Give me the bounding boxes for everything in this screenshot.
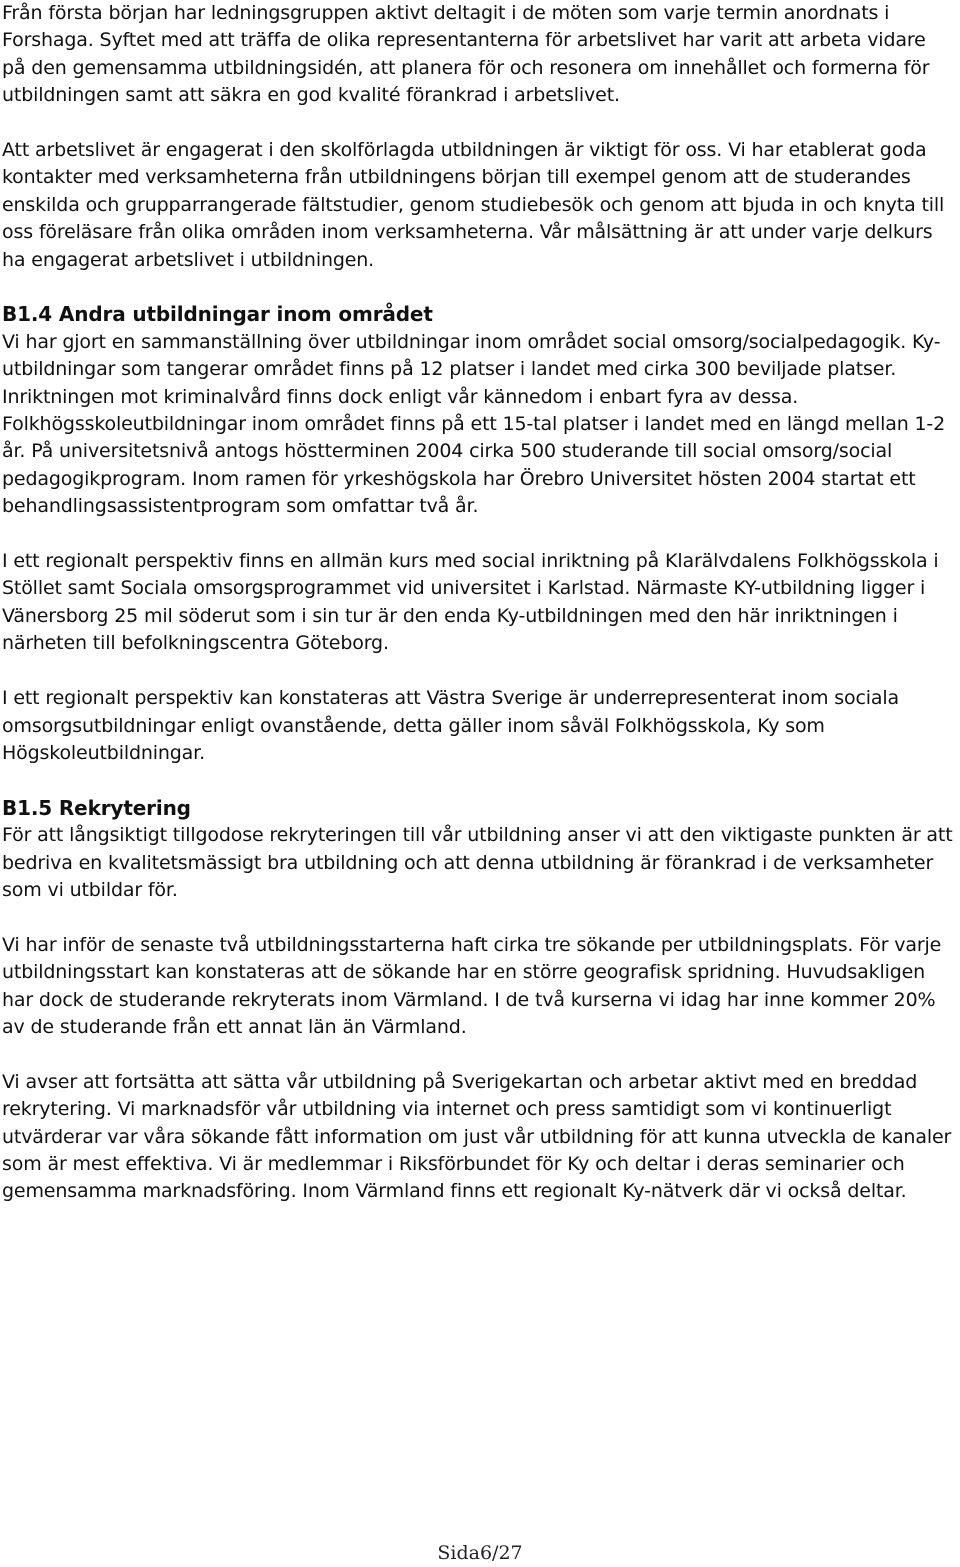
paragraph-rekrytering-sokande: Vi har inför de senaste två utbildningsstarterna haft cirka tre sökande per utbildningsplats. För varje utbildningsstart kan konstateras att de sökande har en större geografisk spridning. Huvudsakligen har dock de studerande rekryterats inom Värmland. I de två kurserna vi idag har inne kommer 20% av de studerande från ett annat län än Värmland.: [2, 933, 942, 1038]
page-number-footer: Sida6/27: [437, 1542, 523, 1564]
paragraph-gap: [2, 521, 954, 548]
paragraph-rekrytering-marknadsforing: Vi avser att fortsätta att sätta vår utbildning på Sverigekartan och arbetar aktivt med en breddad rekrytering. Vi marknadsför vår utbildning via internet och press samtidigt som vi kontinuerligt utvärderar var våra sökande fått information om just vår utbildning för att kunna utveckla de kanaler som är mest effektiva. Vi är medlemmar i Riksförbundet för Ky och deltar i deras seminarier och gemensamma marknadsföring. Inom Värmland finns ett regionalt Ky-nätverk där vi också deltar.: [2, 1070, 952, 1203]
paragraph-gap: [2, 904, 954, 931]
paragraph-sammanstallning: Vi har gjort en sammanställning över utbildningar inom området social omsorg/socialpedagogik. Ky-utbildningar som tangerar området finns på 12 platser i landet med cirka 300 beviljade platser. Inriktningen mot kriminalvård finns dock enligt vår kännedom i enbart fyra av dessa. Folkhögsskoleutbildningar inom området finns på ett 15-tal platser i landet med en längd mellan 1-2 år. På universitetsnivå antogs höstterminen 2004 cirka 500 studerande till social omsorg/social pedagogikprogram. Inom ramen för yrkeshögskola har Örebro Universitet hösten 2004 startat ett behandlingsassistentprogram som omfattar två år.: [2, 330, 946, 518]
document-body: [2, 0, 954, 1206]
paragraph-regionalt-perspektiv-kurs: I ett regionalt perspektiv finns en allmän kurs med social inriktning på Klarälvdalens Folkhögsskola i Stöllet samt Sociala omsorgsprogrammet vid universitet i Karlstad. Närmaste KY-utbildning ligger i Vänersborg 25 mil söderut som i sin tur är den enda Ky-utbildningen med den här inriktningen i närheten till befolkningscentra Göteborg.: [2, 550, 939, 655]
paragraph-gap: [2, 1041, 954, 1068]
section-number: B1.4: [2, 302, 53, 327]
paragraph-gap: [2, 110, 954, 137]
paragraph-gap: [2, 658, 954, 685]
section-heading-b14: [2, 301, 954, 328]
paragraph-gap: [2, 274, 954, 301]
paragraph-arbetslivet-engagemang: Att arbetslivet är engagerat i den skolförlagda utbildningen är viktigt för oss. Vi har etablerat goda kontakter med verksamheterna från utbildningens början till exempel genom att de studerandes enskilda och grupparrangerade fältstudier, genom studiebesök och genom att bjuda in och knyta till oss föreläsare från olika områden inom verksamheterna. Vår målsättning är att under varje delkurs ha engagerat arbetslivet i utbildningen.: [2, 139, 945, 271]
paragraph-rekrytering-kvalitet: För att långsiktigt tillgodose rekryteringen till vår utbildning anser vi att den viktigaste punkten är att bedriva en kvalitetsmässigt bra utbildning och att denna utbildning är förankrad i de verksamheter som vi utbildar för.: [2, 824, 953, 901]
paragraph-regionalt-perspektiv-vastra-sverige: I ett regionalt perspektiv kan konstateras att Västra Sverige är underrepresenterat inom sociala omsorgsutbildningar enligt ovanstående, detta gäller inom såväl Folkhögsskola, Ky som Högskoleutbildningar.: [2, 687, 900, 764]
paragraph-gap: [2, 767, 954, 794]
paragraph-arbetslivet-motesdeltagande: Från första början har ledningsgruppen aktivt deltagit i de möten som varje termin anordnats i Forshaga. Syftet med att träffa de olika representanterna för arbetslivet har varit att arbeta vidare på den gemensamma utbildningsidén, att planera för och resonera om innehållet och formerna för utbildningen samt att säkra en god kvalité förankrad i arbetslivet.: [2, 2, 930, 107]
section-heading-b15: [2, 795, 954, 822]
section-title: Andra utbildningar inom området: [58, 302, 433, 327]
section-title: Rekrytering: [58, 795, 191, 820]
section-number: B1.5: [2, 795, 53, 820]
